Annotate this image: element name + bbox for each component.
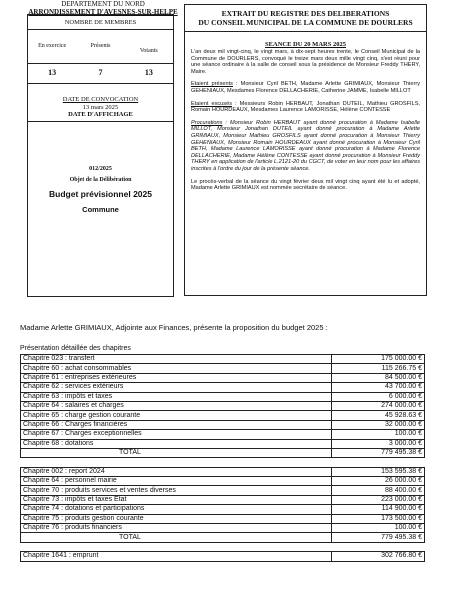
presents-label: Etaient présents	[191, 81, 233, 88]
chapter-amount: 100.00 €	[332, 430, 425, 439]
table-row	[21, 355, 425, 364]
affichage-label: DATE D'AFFICHAGE	[68, 111, 133, 118]
objet-label: Objet de la Délibération	[69, 177, 132, 183]
chapter-label: Chapitre 66 : Charges financières	[21, 420, 332, 429]
chapter-amount: 43 700.00 €	[332, 383, 425, 392]
commune-label: Commune	[82, 205, 119, 214]
members-voting: 13	[144, 68, 153, 77]
procurations-list: : Monsieur Robin HERBAUT ayant donné procuration à Madame Isabelle MILLOT, Monsieur Jonathan DUTEIL ayant donné procuration à Madame Arlette GRIMIAUX, Monsieur Mathieu GROSFILS ayant donné procuration à Monsieur Thierry GEHENIAUX, Monsieur Romain HOURDEAUX ayant donné procuration à Monsieur Cyril BETH, Madame Laurence LAMORISSE ayant donné procuration à Madame Florence DELLACHERIE, Madame Hélène CONTESSE ayant donné procuration à Monsieur Freddy THERY en application de l'article L.2121-20 du CGCT, de voter en leur nom pour les affaires inscrites à l'ordre du jour de la présente séance.	[191, 119, 420, 172]
chapter-label: Chapitre 70 : produits services et ventes diverses	[21, 486, 332, 495]
register-extract-box	[184, 4, 427, 296]
table-row	[21, 420, 425, 429]
chapter-label: Chapitre 023 : transfert	[21, 355, 332, 364]
chapter-amount: 302 766.80 €	[332, 552, 425, 561]
table-row	[21, 411, 425, 420]
chapter-label: Chapitre 68 : dotations	[21, 439, 332, 448]
opening-paragraph: L'an deux mil vingt-cinq, le vingt mars, à dix-sept heures trente, le Conseil Municipal de la Commune de DOURLERS, convoqué le treize mars deux mille vingt cinq, s'est réuni pour une séance ordinaire à la salle de conseil sous la présidence de Monsieur Freddy THERY, Maire.	[191, 49, 420, 75]
chapter-amount: 153 595.38 €	[332, 467, 425, 476]
table-total-row	[21, 448, 425, 457]
divider	[28, 29, 173, 30]
deliberation-subject: Budget prévisionnel 2025	[49, 189, 152, 199]
table-spacer-row	[21, 458, 425, 467]
presentation-label: Présentation détaillée des chapitres	[20, 345, 131, 352]
table-spacer-row	[21, 542, 425, 551]
spacer-cell	[21, 542, 425, 551]
convocation-label: DATE DE CONVOCATION	[62, 96, 139, 103]
closing-paragraph: Le procès-verbal de la séance du vingt février deux mil vingt cinq ayant été lu et adopté, Madame Arlette GRIMIAUX est nommée secrétaire de séance.	[191, 178, 420, 192]
table-row	[21, 524, 425, 533]
budget-table	[20, 354, 425, 562]
table-row	[21, 373, 425, 382]
convocation-date: 13 mars 2025	[82, 104, 119, 111]
chapter-amount: 173 500.00 €	[332, 514, 425, 523]
table-row	[21, 392, 425, 401]
members-col-label: Votants	[139, 48, 158, 54]
chapter-label: Chapitre 64 : salaires et charges	[21, 401, 332, 410]
chapter-amount: 32 000.00 €	[332, 420, 425, 429]
table-row	[21, 467, 425, 476]
register-title-line2: DU CONSEIL MUNICIPAL DE LA COMMUNE DE DOURLERS	[198, 18, 413, 27]
chapter-amount: 84 500.00 €	[332, 373, 425, 382]
divider	[185, 31, 426, 32]
table-row	[21, 401, 425, 410]
members-values	[28, 68, 173, 77]
table-row	[21, 552, 425, 561]
table-row	[21, 383, 425, 392]
chapter-amount: 3 000.00 €	[332, 439, 425, 448]
deliberation-ref: 012/2025	[89, 166, 112, 172]
chapter-label: Chapitre 75 : produits gestion courante	[21, 514, 332, 523]
total-amount: 779 495.38 €	[332, 448, 425, 457]
chapter-amount: 274 000.00 €	[332, 401, 425, 410]
procurations-label: Procurations	[191, 119, 223, 126]
excuses-list: : Messieurs Robin HERBAUT, Jonathan DUTEIL, Mathieu GROSFILS, Romain HOURDEAUX, Mesdames Laurence LAMORISSE, Hélène CONTESSE	[191, 100, 420, 114]
arrondissement-name: ARRONDISSEMENT D'AVESNES-SUR-HELPE	[28, 8, 178, 16]
chapter-label: Chapitre 74 : dotations et participations	[21, 505, 332, 514]
chapter-amount: 45 928.63 €	[332, 411, 425, 420]
table-row	[21, 514, 425, 523]
total-amount: 779 495.38 €	[332, 533, 425, 542]
chapter-amount: 175 000.00 €	[332, 355, 425, 364]
table-row	[21, 477, 425, 486]
table-row	[21, 486, 425, 495]
table-row	[21, 505, 425, 514]
chapter-label: Chapitre 61 : entreprises extérieures	[21, 373, 332, 382]
chapter-amount: 114 900.00 €	[332, 505, 425, 514]
members-col-label: Présents	[90, 43, 111, 49]
spacer-cell	[21, 458, 425, 467]
excuses-label: Etaient excusés	[191, 100, 232, 107]
table-total-row	[21, 533, 425, 542]
table-row	[21, 364, 425, 373]
register-title-line1: EXTRAIT DU REGISTRE DES DELIBERATIONS	[221, 9, 390, 18]
budget-table-body	[21, 355, 425, 562]
register-title	[185, 9, 426, 27]
procurations-paragraph	[191, 120, 420, 173]
chapter-amount: 6 000.00 €	[332, 392, 425, 401]
divider	[28, 63, 173, 64]
chapter-label: Chapitre 73 : impôts et taxes Etat	[21, 495, 332, 504]
divider	[28, 121, 173, 122]
chapter-amount: 223 000.00 €	[332, 495, 425, 504]
chapter-amount: 26 000.00 €	[332, 477, 425, 486]
chapter-amount: 88 400.00 €	[332, 486, 425, 495]
meeting-info-box	[27, 14, 174, 297]
chapter-label: Chapitre 60 : achat consommables	[21, 364, 332, 373]
presents-list: : Monsieur Cyril BETH, Madame Arlette GRIMIAUX, Monsieur Thierry GEHENIAUX, Mesdames Florence DELLACHERIE, Catherine JAMME, Isabelle MILLOT	[191, 81, 420, 94]
table-row	[21, 495, 425, 504]
table-row	[21, 439, 425, 448]
chapter-label: Chapitre 002 : report 2024	[21, 467, 332, 476]
chapter-label: Chapitre 65 : charge gestion courante	[21, 411, 332, 420]
chapter-label: Chapitre 67 : Charges exceptionnelles	[21, 430, 332, 439]
department-name: DEPARTEMENT DU NORD	[61, 0, 145, 8]
chapter-label: Chapitre 62 : services extérieurs	[21, 383, 332, 392]
chapter-label: Chapitre 64 : personnel mairie	[21, 477, 332, 486]
total-label: TOTAL	[21, 448, 332, 457]
register-body	[191, 49, 420, 198]
chapter-label: Chapitre 63 : impôts et taxes	[21, 392, 332, 401]
excuses-paragraph	[191, 101, 420, 114]
members-col-label: En exercice	[38, 43, 67, 49]
members-title: NOMBRE DE MEMBRES	[64, 19, 137, 26]
budget-intro: Madame Arlette GRIMIAUX, Adjointe aux Finances, présente la proposition du budget 2025 :	[20, 323, 328, 332]
chapter-amount: 115 266.75 €	[332, 364, 425, 373]
table-row	[21, 430, 425, 439]
seance-date: SEANCE DU 20 MARS 2025	[265, 41, 346, 48]
members-columns	[28, 43, 173, 54]
presents-paragraph	[191, 81, 420, 94]
chapter-label: Chapitre 76 : produits financiers	[21, 524, 332, 533]
divider	[28, 83, 173, 84]
chapter-label: Chapitre 1641 : emprunt	[21, 552, 332, 561]
total-label: TOTAL	[21, 533, 332, 542]
chapter-amount: 100.00 €	[332, 524, 425, 533]
members-in-office: 13	[48, 68, 57, 77]
members-present: 7	[98, 68, 103, 77]
